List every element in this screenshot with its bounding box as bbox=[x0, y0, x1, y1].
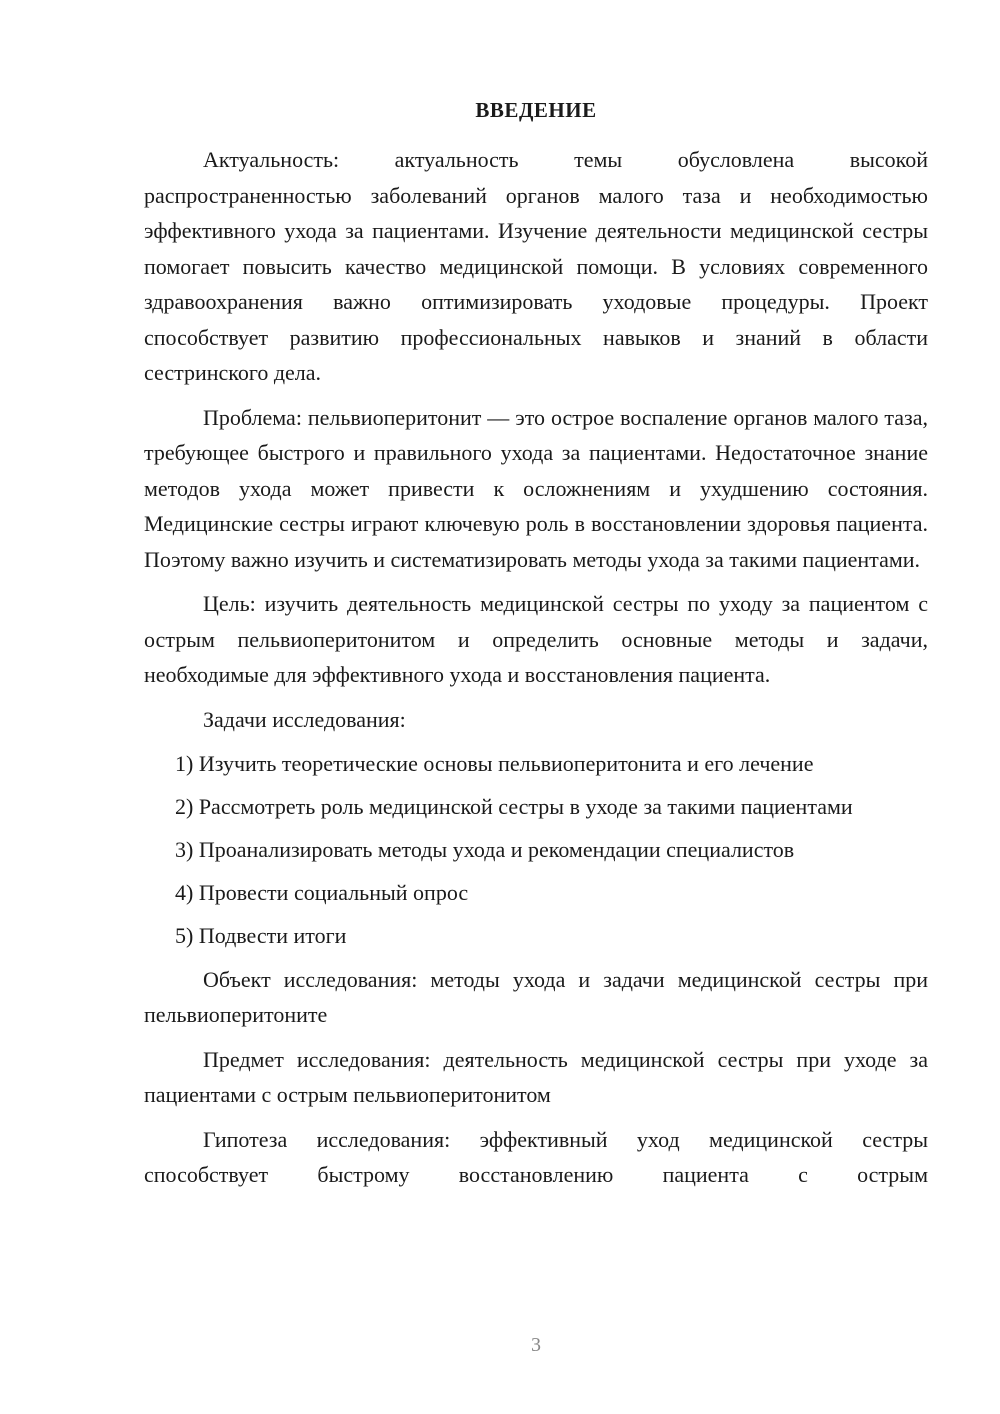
tasks-heading: Задачи исследования: bbox=[203, 706, 406, 732]
paragraph-subject: Предмет исследования: деятельность медицинской сестры при уходе за пациентами с острым пельвиоперитонитом bbox=[144, 1046, 928, 1107]
paragraph-goal: Цель: изучить деятельность медицинской сестры по уходу за пациентом с острым пельвиоперитонитом и определить основные методы и задачи, необходимые для эффективного ухода и восстановления пациента. bbox=[144, 591, 928, 687]
section-heading: ВВЕДЕНИЕ bbox=[475, 98, 597, 122]
body-text bbox=[144, 142, 928, 1202]
paragraph-relevance: Актуальность: актуальность темы обусловлена высокой распространенностью заболеваний органов малого таза и необходимостью эффективного ухода за пациентами. Изучение деятельности медицинской сестры помогает повысить качество медицинской помощи. В условиях современного здравоохранения важно оптимизировать уходовые процедуры. Проект способствует развитию профессиональных навыков и знаний в области сестринского дела. bbox=[144, 147, 928, 385]
task-item-5: 5) Подвести итоги bbox=[175, 922, 347, 948]
page-number: 3 bbox=[531, 1334, 541, 1356]
task-item-3: 3) Проанализировать методы ухода и рекомендации специалистов bbox=[175, 836, 795, 862]
task-item-1: 1) Изучить теоретические основы пельвиоперитонита и его лечение bbox=[175, 750, 814, 776]
task-item-4: 4) Провести социальный опрос bbox=[175, 879, 469, 905]
paragraph-object: Объект исследования: методы ухода и задачи медицинской сестры при пельвиоперитоните bbox=[144, 966, 928, 1027]
task-item-2: 2) Рассмотреть роль медицинской сестры в уходе за такими пациентами bbox=[175, 793, 853, 819]
paragraph-hypothesis: Гипотеза исследования: эффективный уход медицинской сестры способствует быстрому восстановлению пациента с острым bbox=[144, 1126, 928, 1187]
paragraph-problem: Проблема: пельвиоперитонит — это острое воспаление органов малого таза, требующее быстрого и правильного ухода за пациентами. Недостаточное знание методов ухода может привести к осложнениям и ухудшению состояния. Медицинские сестры играют ключевую роль в восстановлении здоровья пациента. Поэтому важно изучить и систематизировать методы ухода за такими пациентами. bbox=[144, 404, 928, 572]
